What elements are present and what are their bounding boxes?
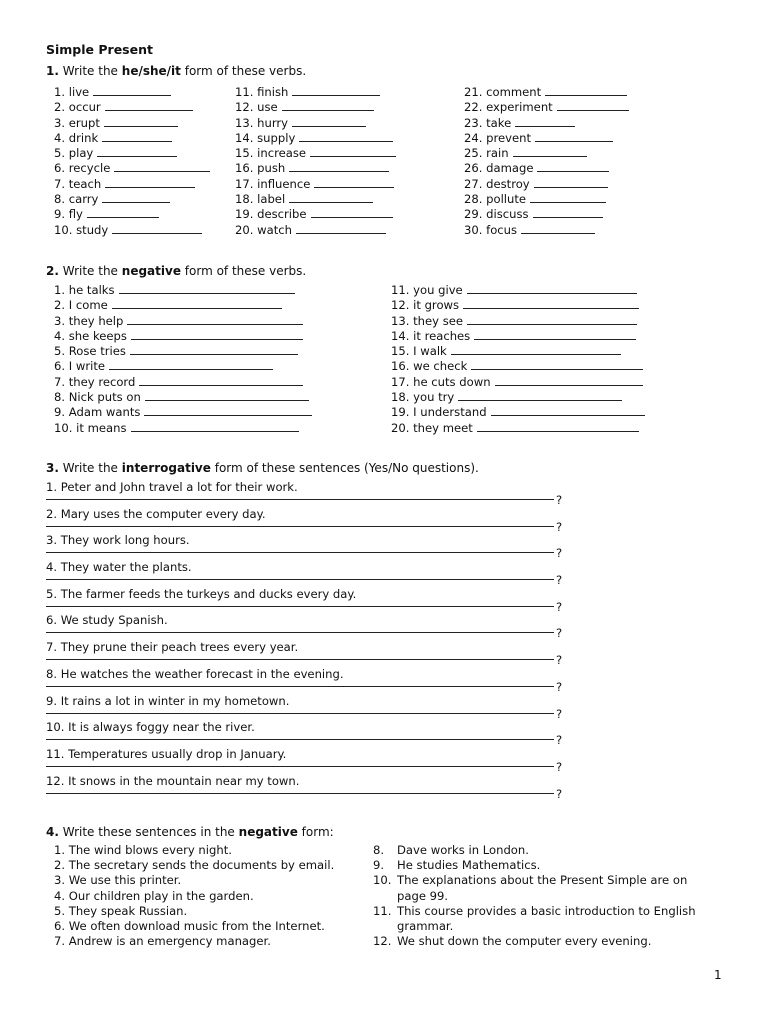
sentence-item: 4. Our children play in the garden.	[54, 888, 254, 903]
question-text: 5. The farmer feeds the turkeys and ducks every day.	[46, 586, 357, 601]
verb-label: 5. play	[54, 146, 94, 161]
answer-blank[interactable]	[112, 222, 202, 234]
negative-item	[391, 404, 645, 419]
verb-label: 27. destroy	[464, 176, 530, 191]
negative-item	[54, 313, 312, 328]
verb-label: 18. label	[235, 192, 286, 207]
verb-label: 20. watch	[235, 222, 292, 237]
question-row	[46, 587, 566, 614]
verb-item	[54, 99, 210, 114]
question-row	[46, 560, 566, 587]
answer-blank[interactable]	[537, 160, 609, 172]
sentence-number: 12.	[373, 934, 392, 949]
question-text: 7. They prune their peach trees every year.	[46, 640, 299, 655]
answer-blank[interactable]	[282, 99, 374, 111]
section2-col1	[54, 282, 312, 435]
question-row	[46, 533, 566, 560]
verb-label: 12. use	[235, 100, 278, 115]
negative-label: 12. it grows	[391, 298, 460, 313]
verb-item	[54, 145, 210, 160]
section3-instruction	[46, 461, 479, 475]
question-mark: ?	[556, 679, 563, 694]
sentence-item: 7. Andrew is an emergency manager.	[54, 934, 271, 949]
question-mark: ?	[556, 573, 563, 588]
question-row	[46, 747, 566, 774]
negative-item	[54, 358, 312, 373]
section2-instruction	[46, 264, 306, 278]
answer-line[interactable]	[46, 766, 554, 767]
section2-col2	[391, 282, 645, 435]
negative-item	[54, 297, 312, 312]
answer-blank[interactable]	[119, 282, 295, 294]
answer-blank[interactable]	[131, 420, 299, 432]
sentence-text: We shut down the computer every evening.	[397, 934, 652, 949]
question-row	[46, 480, 566, 507]
sentence-number: 10.	[373, 873, 392, 888]
verb-item	[464, 160, 629, 175]
negative-label: 18. you try	[391, 390, 455, 405]
answer-blank[interactable]	[495, 374, 643, 386]
answer-blank[interactable]	[530, 191, 606, 203]
verb-item	[464, 99, 629, 114]
verb-label: 22. experiment	[464, 100, 553, 115]
section2-post: form of these verbs.	[184, 264, 307, 278]
verb-item	[235, 115, 396, 130]
answer-blank[interactable]	[127, 313, 303, 325]
question-row	[46, 774, 566, 801]
negative-item	[54, 404, 312, 419]
section4-col2	[373, 843, 713, 949]
negative-item	[391, 297, 645, 312]
negative-label: 14. it reaches	[391, 328, 471, 343]
question-mark: ?	[556, 519, 563, 534]
verb-item	[464, 115, 629, 130]
verb-label: 21. comment	[464, 85, 542, 99]
section2-pre: Write the	[62, 264, 118, 278]
negative-item	[391, 358, 645, 373]
question-row	[46, 667, 566, 694]
section1-number: 1.	[46, 64, 59, 78]
negative-item	[391, 420, 645, 435]
section4-pre: Write these sentences in the	[62, 825, 235, 839]
verb-label: 1. live	[54, 85, 90, 99]
question-row	[46, 640, 566, 667]
verb-label: 30. focus	[464, 222, 518, 237]
question-text: 3. They work long hours.	[46, 533, 190, 548]
answer-blank[interactable]	[289, 191, 373, 203]
negative-label: 9. Adam wants	[54, 405, 141, 420]
negative-label: 8. Nick puts on	[54, 390, 141, 405]
answer-blank[interactable]	[93, 84, 171, 96]
question-text: 6. We study Spanish.	[46, 613, 168, 628]
question-mark: ?	[556, 759, 563, 774]
verb-label: 26. damage	[464, 161, 534, 176]
question-row	[46, 507, 566, 534]
negative-label: 17. he cuts down	[391, 374, 491, 389]
answer-blank[interactable]	[131, 328, 303, 340]
verb-label: 7. teach	[54, 176, 102, 191]
sentence-number: 8.	[373, 843, 385, 857]
verb-item	[54, 206, 210, 221]
answer-blank[interactable]	[87, 206, 159, 218]
negative-label: 16. we check	[391, 359, 468, 374]
section1-col2	[235, 84, 396, 237]
verb-label: 13. hurry	[235, 115, 289, 130]
question-mark: ?	[556, 706, 563, 721]
verb-item	[464, 191, 629, 206]
verb-label: 2. occur	[54, 100, 101, 115]
answer-line[interactable]	[46, 659, 554, 660]
answer-blank[interactable]	[102, 191, 170, 203]
answer-blank[interactable]	[451, 343, 621, 355]
question-mark: ?	[556, 733, 563, 748]
verb-label: 29. discuss	[464, 207, 529, 222]
answer-blank[interactable]	[463, 297, 639, 309]
verb-label: 9. fly	[54, 207, 83, 222]
answer-blank[interactable]	[491, 404, 645, 416]
negative-item	[54, 389, 312, 404]
answer-blank[interactable]	[311, 206, 393, 218]
sentence-item: 6. We often download music from the Internet.	[54, 918, 325, 933]
sentence-item	[373, 904, 713, 934]
answer-blank[interactable]	[105, 176, 195, 188]
verb-label: 24. prevent	[464, 130, 532, 145]
answer-blank[interactable]	[471, 358, 643, 370]
section4-col1	[54, 843, 334, 949]
verb-item	[464, 222, 629, 237]
sentence-text: The explanations about the Present Simple are on page 99.	[397, 873, 688, 903]
answer-blank[interactable]	[102, 130, 172, 142]
negative-item	[54, 374, 312, 389]
section3-pre: Write the	[62, 461, 118, 475]
answer-blank[interactable]	[467, 313, 637, 325]
verb-label: 10. study	[54, 222, 109, 237]
answer-blank[interactable]	[515, 115, 575, 127]
verb-item	[464, 206, 629, 221]
sentence-number: 9.	[373, 858, 385, 873]
sentence-number: 11.	[373, 903, 392, 918]
verb-item	[235, 206, 396, 221]
answer-blank[interactable]	[314, 176, 394, 188]
section4-post: form:	[301, 825, 334, 839]
sentence-text: He studies Mathematics.	[397, 858, 541, 873]
answer-blank[interactable]	[104, 115, 178, 127]
section4-bold: negative	[238, 825, 298, 839]
answer-blank[interactable]	[521, 222, 595, 234]
answer-blank[interactable]	[292, 84, 380, 96]
answer-blank[interactable]	[289, 160, 389, 172]
question-mark: ?	[556, 786, 563, 801]
section3-number: 3.	[46, 461, 59, 475]
section1-instruction	[46, 64, 306, 78]
section3-post: form of these sentences (Yes/No questions).	[214, 461, 479, 475]
verb-item	[235, 222, 396, 237]
negative-label: 6. I write	[54, 359, 106, 374]
page-title: Simple Present	[46, 42, 153, 57]
verb-item	[54, 130, 210, 145]
answer-line[interactable]	[46, 526, 554, 527]
section3-questions	[46, 480, 566, 800]
verb-item	[235, 160, 396, 175]
answer-line[interactable]	[46, 739, 554, 740]
answer-blank[interactable]	[292, 115, 366, 127]
negative-item	[391, 282, 645, 297]
answer-blank[interactable]	[112, 297, 282, 309]
section1-bold: he/she/it	[121, 64, 181, 78]
section1-post: form of these verbs.	[184, 64, 307, 78]
question-row	[46, 694, 566, 721]
answer-line[interactable]	[46, 579, 554, 580]
negative-label: 2. I come	[54, 298, 108, 313]
section1-pre: Write the	[62, 64, 118, 78]
question-row	[46, 613, 566, 640]
negative-label: 5. Rose tries	[54, 344, 126, 359]
answer-blank[interactable]	[534, 176, 608, 188]
answer-blank[interactable]	[513, 145, 587, 157]
answer-line[interactable]	[46, 686, 554, 687]
question-text: 9. It rains a lot in winter in my hometown.	[46, 693, 290, 708]
verb-item	[464, 176, 629, 191]
verb-label: 8. carry	[54, 192, 99, 207]
answer-blank[interactable]	[296, 222, 386, 234]
answer-line[interactable]	[46, 713, 554, 714]
verb-label: 17. influence	[235, 176, 311, 191]
answer-line[interactable]	[46, 552, 554, 553]
verb-label: 16. push	[235, 161, 286, 176]
answer-blank[interactable]	[474, 328, 636, 340]
answer-blank[interactable]	[130, 343, 298, 355]
verb-item	[464, 130, 629, 145]
verb-item	[235, 191, 396, 206]
verb-item	[464, 84, 629, 99]
question-text: 10. It is always foggy near the river.	[46, 720, 255, 735]
answer-blank[interactable]	[299, 130, 393, 142]
verb-item	[235, 176, 396, 191]
question-text: 2. Mary uses the computer every day.	[46, 506, 266, 521]
question-text: 11. Temperatures usually drop in January.	[46, 746, 287, 761]
negative-label: 1. he talks	[54, 283, 115, 297]
answer-blank[interactable]	[97, 145, 177, 157]
sentence-item: 5. They speak Russian.	[54, 903, 188, 918]
verb-label: 6. recycle	[54, 161, 111, 176]
sentence-item: 3. We use this printer.	[54, 873, 182, 888]
question-mark: ?	[556, 493, 563, 507]
section4-number: 4.	[46, 825, 59, 839]
verb-label: 4. drink	[54, 130, 99, 145]
negative-label: 3. they help	[54, 313, 124, 328]
verb-label: 3. erupt	[54, 115, 100, 130]
verb-item	[54, 160, 210, 175]
answer-line[interactable]	[46, 632, 554, 633]
verb-label: 14. supply	[235, 130, 296, 145]
verb-label: 23. take	[464, 115, 512, 130]
answer-blank[interactable]	[144, 404, 312, 416]
answer-blank[interactable]	[545, 84, 627, 96]
answer-blank[interactable]	[535, 130, 613, 142]
answer-line[interactable]	[46, 499, 554, 500]
answer-blank[interactable]	[109, 358, 273, 370]
verb-item	[54, 115, 210, 130]
answer-line[interactable]	[46, 793, 554, 794]
sentence-text: This course provides a basic introduction to English grammar.	[397, 903, 696, 934]
negative-label: 20. they meet	[391, 420, 473, 435]
answer-blank[interactable]	[467, 282, 637, 294]
question-text: 12. It snows in the mountain near my town.	[46, 773, 300, 788]
negative-label: 15. I walk	[391, 344, 447, 359]
verb-item	[54, 222, 210, 237]
answer-blank[interactable]	[458, 389, 622, 401]
negative-label: 13. they see	[391, 313, 464, 328]
answer-blank[interactable]	[310, 145, 396, 157]
verb-label: 25. rain	[464, 146, 509, 161]
section4-instruction	[46, 825, 334, 839]
question-text: 4. They water the plants.	[46, 560, 192, 575]
verb-item	[54, 176, 210, 191]
negative-item	[54, 420, 312, 435]
negative-label: 10. it means	[54, 420, 127, 435]
verb-item	[54, 191, 210, 206]
section2-number: 2.	[46, 264, 59, 278]
negative-item	[54, 282, 312, 297]
question-text: 1. Peter and John travel a lot for their work.	[46, 480, 298, 494]
negative-item	[391, 313, 645, 328]
answer-blank[interactable]	[533, 206, 603, 218]
question-mark: ?	[556, 653, 563, 668]
sentence-item	[373, 858, 713, 873]
answer-blank[interactable]	[139, 374, 303, 386]
answer-blank[interactable]	[145, 389, 309, 401]
question-row	[46, 720, 566, 747]
sentence-item: 2. The secretary sends the documents by email.	[54, 858, 335, 873]
verb-item	[54, 84, 210, 99]
verb-label: 28. pollute	[464, 192, 527, 207]
verb-label: 19. describe	[235, 207, 307, 222]
answer-blank[interactable]	[114, 160, 210, 172]
sentence-item	[373, 934, 713, 949]
sentence-item	[373, 873, 713, 903]
verb-label: 11. finish	[235, 85, 289, 99]
negative-item	[391, 374, 645, 389]
answer-blank[interactable]	[557, 99, 629, 111]
sentence-item	[373, 843, 713, 858]
answer-line[interactable]	[46, 606, 554, 607]
section1-col1	[54, 84, 210, 237]
verb-item	[235, 130, 396, 145]
page-number: 1	[714, 968, 722, 982]
section1-col3	[464, 84, 629, 237]
sentence-item: 1. The wind blows every night.	[54, 843, 232, 857]
answer-blank[interactable]	[105, 99, 193, 111]
negative-item	[54, 328, 312, 343]
section3-bold: interrogative	[121, 461, 211, 475]
negative-item	[391, 328, 645, 343]
negative-item	[391, 389, 645, 404]
question-text: 8. He watches the weather forecast in the evening.	[46, 666, 344, 681]
negative-label: 11. you give	[391, 283, 463, 297]
question-mark: ?	[556, 599, 563, 614]
question-mark: ?	[556, 546, 563, 561]
verb-item	[464, 145, 629, 160]
verb-item	[235, 145, 396, 160]
verb-item	[235, 84, 396, 99]
negative-label: 7. they record	[54, 374, 136, 389]
negative-item	[54, 343, 312, 358]
negative-label: 4. she keeps	[54, 328, 127, 343]
question-mark: ?	[556, 626, 563, 641]
section2-bold: negative	[121, 264, 181, 278]
negative-item	[391, 343, 645, 358]
verb-item	[235, 99, 396, 114]
negative-label: 19. I understand	[391, 405, 487, 420]
sentence-text: Dave works in London.	[397, 843, 529, 857]
answer-blank[interactable]	[477, 420, 639, 432]
verb-label: 15. increase	[235, 146, 306, 161]
